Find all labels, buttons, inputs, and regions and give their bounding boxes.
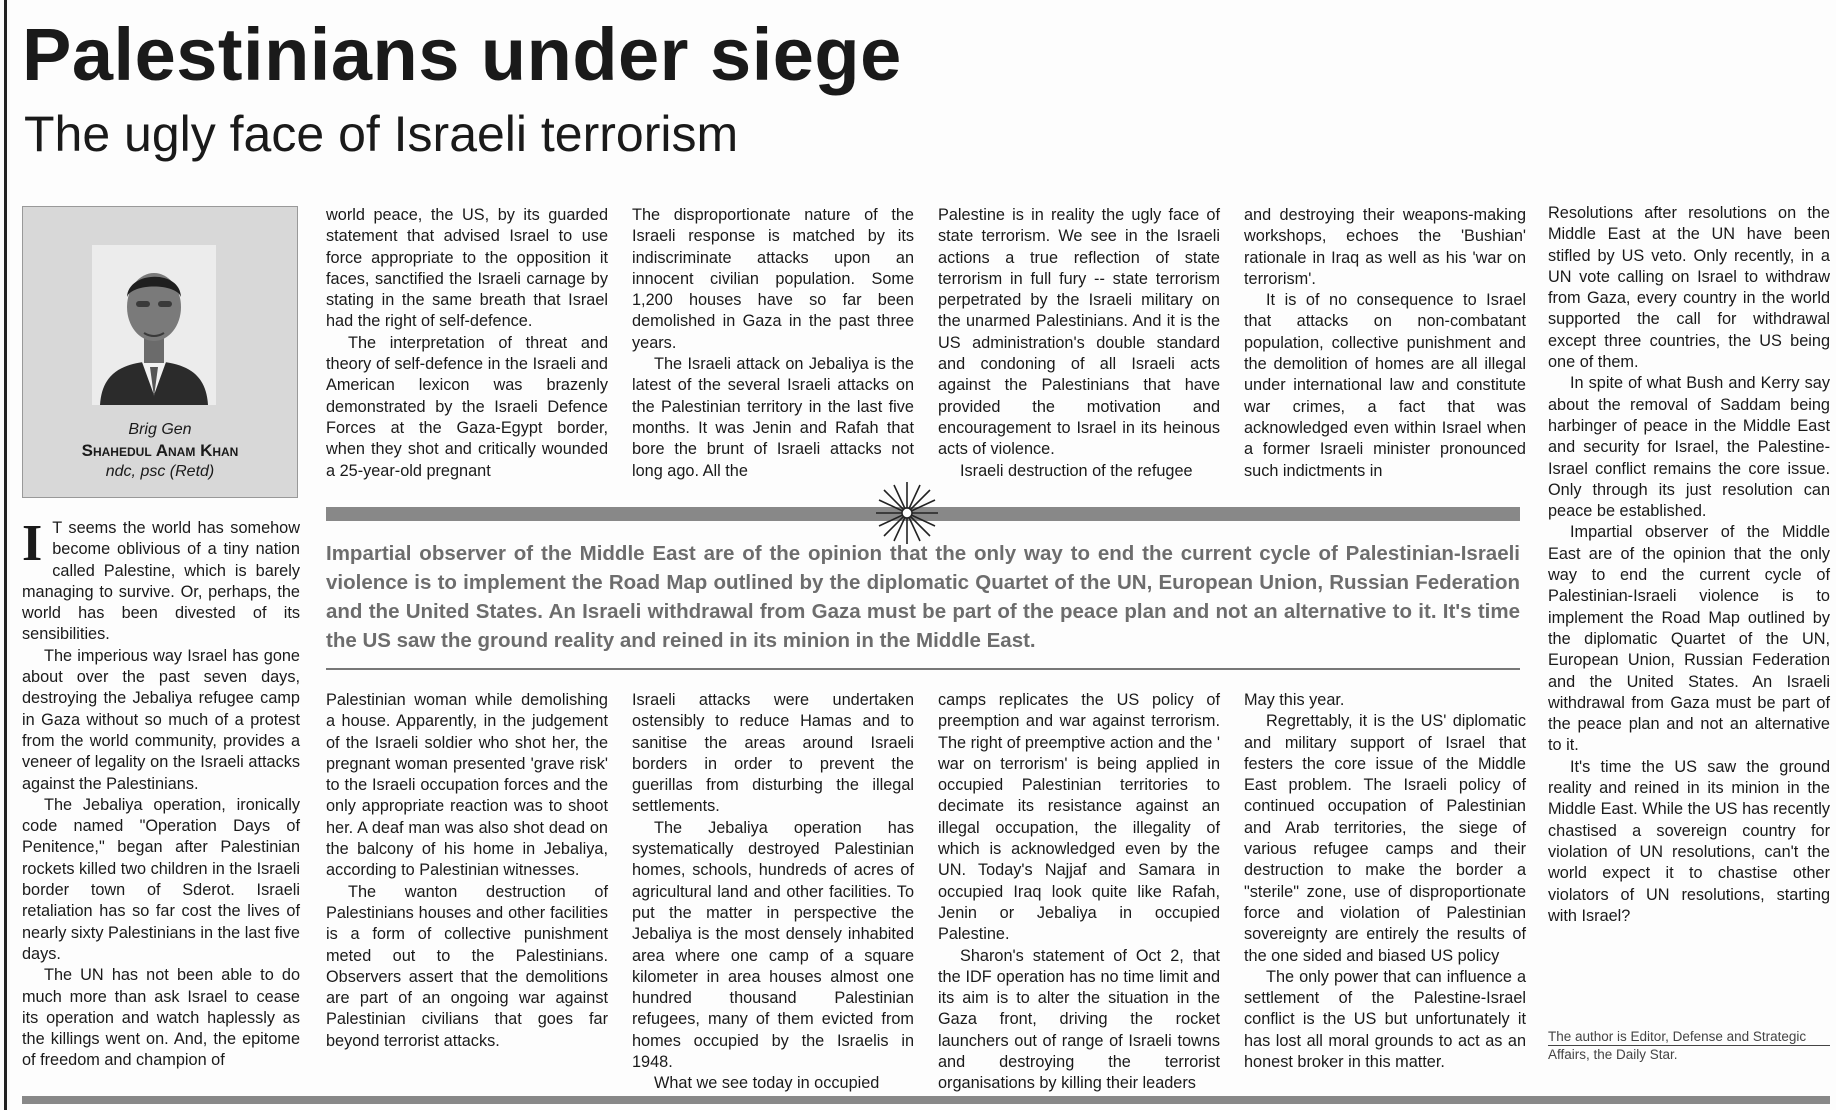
paragraph: The Israeli attack on Jebaliya is the latest of the several Israeli attacks on the Palestinian territory in the last five months. It was Jenin and Rafah that bore the brunt of Israeli attacks not long ago. All the [632, 355, 914, 480]
author-note-strike [1548, 1045, 1830, 1046]
author-portrait [92, 245, 216, 405]
paragraph: It's time the US saw the ground reality and reined in its minion in the Middle East. While the US has recently chastised a sovereign country for violation of UN resolutions, can't the world expect it to chastise other violators of UN resolutions, starting with Israel? [1548, 757, 1830, 925]
paragraph: What we see today in occupied [654, 1074, 880, 1093]
paragraph: world peace, the US, by its guarded statement that advised Israel to use force appropriate to the opposition it faces, sanctified the Israeli carnage by stating in the same breath that Israel had the right of self-defence. [326, 206, 608, 331]
left-margin-rule [4, 0, 7, 1110]
paragraph: In spite of what Bush and Kerry say about the removal of Saddam being harbinger of peace in the Middle East and security for Israel, the Palestine- Israel conflict remains the core issue. Only through its just resolution can peace be established. [1548, 374, 1830, 521]
column-4-bottom [938, 690, 1220, 1095]
column-2-bottom [326, 690, 608, 1052]
column-5-bottom [1244, 690, 1526, 1073]
author-note: The author is Editor, Defense and Strategic Affairs, the Daily Star. [1548, 1029, 1807, 1062]
column-3-bottom [632, 690, 914, 1095]
paragraph: The Jebaliya operation, ironically code named "Operation Days of Penitence," began after Palestinian rockets killed two children in the Israeli border town of Sderot. Israeli retaliation has so far cost the lives of nearly sixty Palestinians in the last five days. [22, 795, 300, 963]
paragraph: The UN has not been able to do much more than ask Israel to cease its operation and watch haplessly as the killings went on. And, the epitome of freedom and champion of [22, 966, 300, 1070]
paragraph: Israeli destruction of the refugee [960, 461, 1193, 480]
paragraph: Palestine is in reality the ugly face of state terrorism. We see in the Israeli actions a true reflection of state terrorism in full fury -- state terrorism perpetrated by the Israeli military on the unarmed Palestinians. And it is the US administration's double standard and condoning of all Israeli acts against the Palestinians that have provided the motivation and encouragement to Israel in its heinous acts of violence. [938, 206, 1220, 459]
paragraph: The Jebaliya operation has systematically destroyed Palestinian homes, schools, hundreds of acres of agricultural land and other facilities. To put the matter in perspective the Jebaliya is the most densely inhabited area where one camp of a square kilometer in area houses almost one hundred thousand Palestinian refugees, many of them evicted from homes occupied by the Israelis in 1948. [632, 818, 914, 1072]
column-4-top [938, 205, 1220, 482]
paragraph: Sharon's statement of Oct 2, that the IDF operation has no time limit and its aim is to alter the situation in the Gaza front, driving the rocket launchers out of range of Israeli towns and destroying the terrorist organisations by killing their leaders [938, 946, 1220, 1093]
drop-cap: I [22, 515, 43, 572]
paragraph: Impartial observer of the Middle East are of the opinion that the only way to end the current cycle of Palestinian-Israeli violence is to implement the Road Map outlined by the diplomatic Quartet of the UN, European Union, Russian Federation and the United States. An Israeli withdrawal from Gaza must be part of the peace plan and not an alternative to it. [1548, 523, 1830, 755]
paragraph: May this year. [1244, 691, 1345, 709]
paragraph: The disproportionate nature of the Israeli response is matched by its indiscriminate attacks upon an innocent civilian population. Some 1,200 houses have so far been demolished in Gaza in the past three years. [632, 206, 914, 352]
bottom-rule [22, 1096, 1830, 1104]
paragraph: Israeli attacks were undertaken ostensibly to reduce Hamas and to sanitise the areas around Israeli borders in order to prevent the guerillas from disturbing the illegal settlements. [632, 691, 914, 816]
paragraph: Regrettably, it is the US' diplomatic and military support of Israel that festers the core issue of the Middle East problem. The Israeli policy of continued occupation of Palestinian and Arab territories, the siege of various refugee camps and their destruction to make the border a "sterile" zone, use of disproportionate force and violation of Palestinian sovereignty are entirely the results of the one sided and biased US policy [1244, 712, 1526, 965]
paragraph: It is of no consequence to Israel that attacks on non-combatant population, collective punishment and the demolition of homes are all illegal under international law and constitute war crimes, a fact that was acknowledged even within Israel when a former Israeli minister pronounced such indictments in [1244, 291, 1526, 480]
pull-quote-rule [326, 668, 1520, 670]
paragraph: The interpretation of threat and theory of self-defence in the Israeli and American lexicon was brazenly demonstrated by the Israeli Defence Forces at the Gaza-Egypt border, when they shot and critically wounded a 25-year-old pregnant [326, 333, 608, 480]
column-5-top [1244, 205, 1526, 482]
paragraph: Palestinian woman while demolishing a house. Apparently, in the judgement of the Israeli soldier who shot her, the pregnant woman presented 'grave risk' to the Israeli occupation forces and the only appropriate reaction was to shoot her. A deaf man was also shot dead on the balcony of his home in Jebaliya, according to Palestinian witnesses. [326, 691, 608, 880]
pull-quote: Impartial observer of the Middle East are of the opinion that the only way to end the current cycle of Palestinian-Israeli violence is to implement the Road Map outlined by the diplomatic Quartet of the UN, European Union, Russian Federation and the United States. An Israeli withdrawal from Gaza must be part of the peace plan and not an alternative to it. It's time the US saw the ground reality and reined in its minion in the Middle East. [326, 542, 1520, 652]
paragraph: camps replicates the US policy of preemption and war against terrorism. The right of preemptive action and the ' war on terrorism' is being applied in occupied Palestinian territories to decimate its resistance against an illegal occupation, the illegality of which is acknowledged even by the UN. Today's Najjaf and Samara in occupied Iraq look quite like Rafah, Jenin or Jebaliya in occupied Palestine. [938, 691, 1220, 944]
author-name: Shahedul Anam Khan [81, 441, 239, 460]
deck-subheadline: The ugly face of Israeli terrorism [24, 106, 739, 162]
column-6 [1548, 203, 1830, 927]
paragraph: Resolutions after resolutions on the Middle East at the UN have been stifled by US veto. Only recently, in a UN vote calling on Israel to withdraw from Gaza, every country in the world supported the call for withdrawal except three countries, the US being one of them. [1548, 204, 1830, 372]
author-credentials: ndc, psc (Retd) [105, 463, 215, 480]
headline: Palestinians under siege [22, 13, 902, 96]
paragraph: I T seems the world has somehow become oblivious of a tiny nation called Palestine, which is barely managing to survive. Or, perhaps, the world has been divested of its sensibilities. [22, 515, 300, 644]
author-rank: Brig Gen [128, 421, 192, 438]
paragraph: and destroying their weapons-making workshops, echoes the 'Bushian' rationale in Iraq as well as his 'war on terrorism'. [1244, 206, 1526, 288]
paragraph: The imperious way Israel has gone about over the past seven days, destroying the Jebaliya refugee camp in Gaza without so much of a protest from the world community, provides a veneer of legality on the Israeli attacks against the Palestinians. [22, 646, 300, 793]
column-2-top [326, 205, 608, 482]
paragraph: The wanton destruction of Palestinians houses and other facilities is a form of collective punishment meted out to the Palestinians. Observers assert that the demolitions are part of an ongoing war against Palestinian civilians that goes far beyond terrorist attacks. [326, 882, 608, 1050]
paragraph: The only power that can influence a settlement of the Palestine-Israel conflict is the US but unfortunately it has lost all moral grounds to act as an honest broker in this matter. [1244, 967, 1526, 1072]
column-1 [22, 515, 300, 1072]
author-box [22, 206, 298, 498]
starburst-icon [874, 480, 940, 546]
column-3-top [632, 205, 914, 482]
